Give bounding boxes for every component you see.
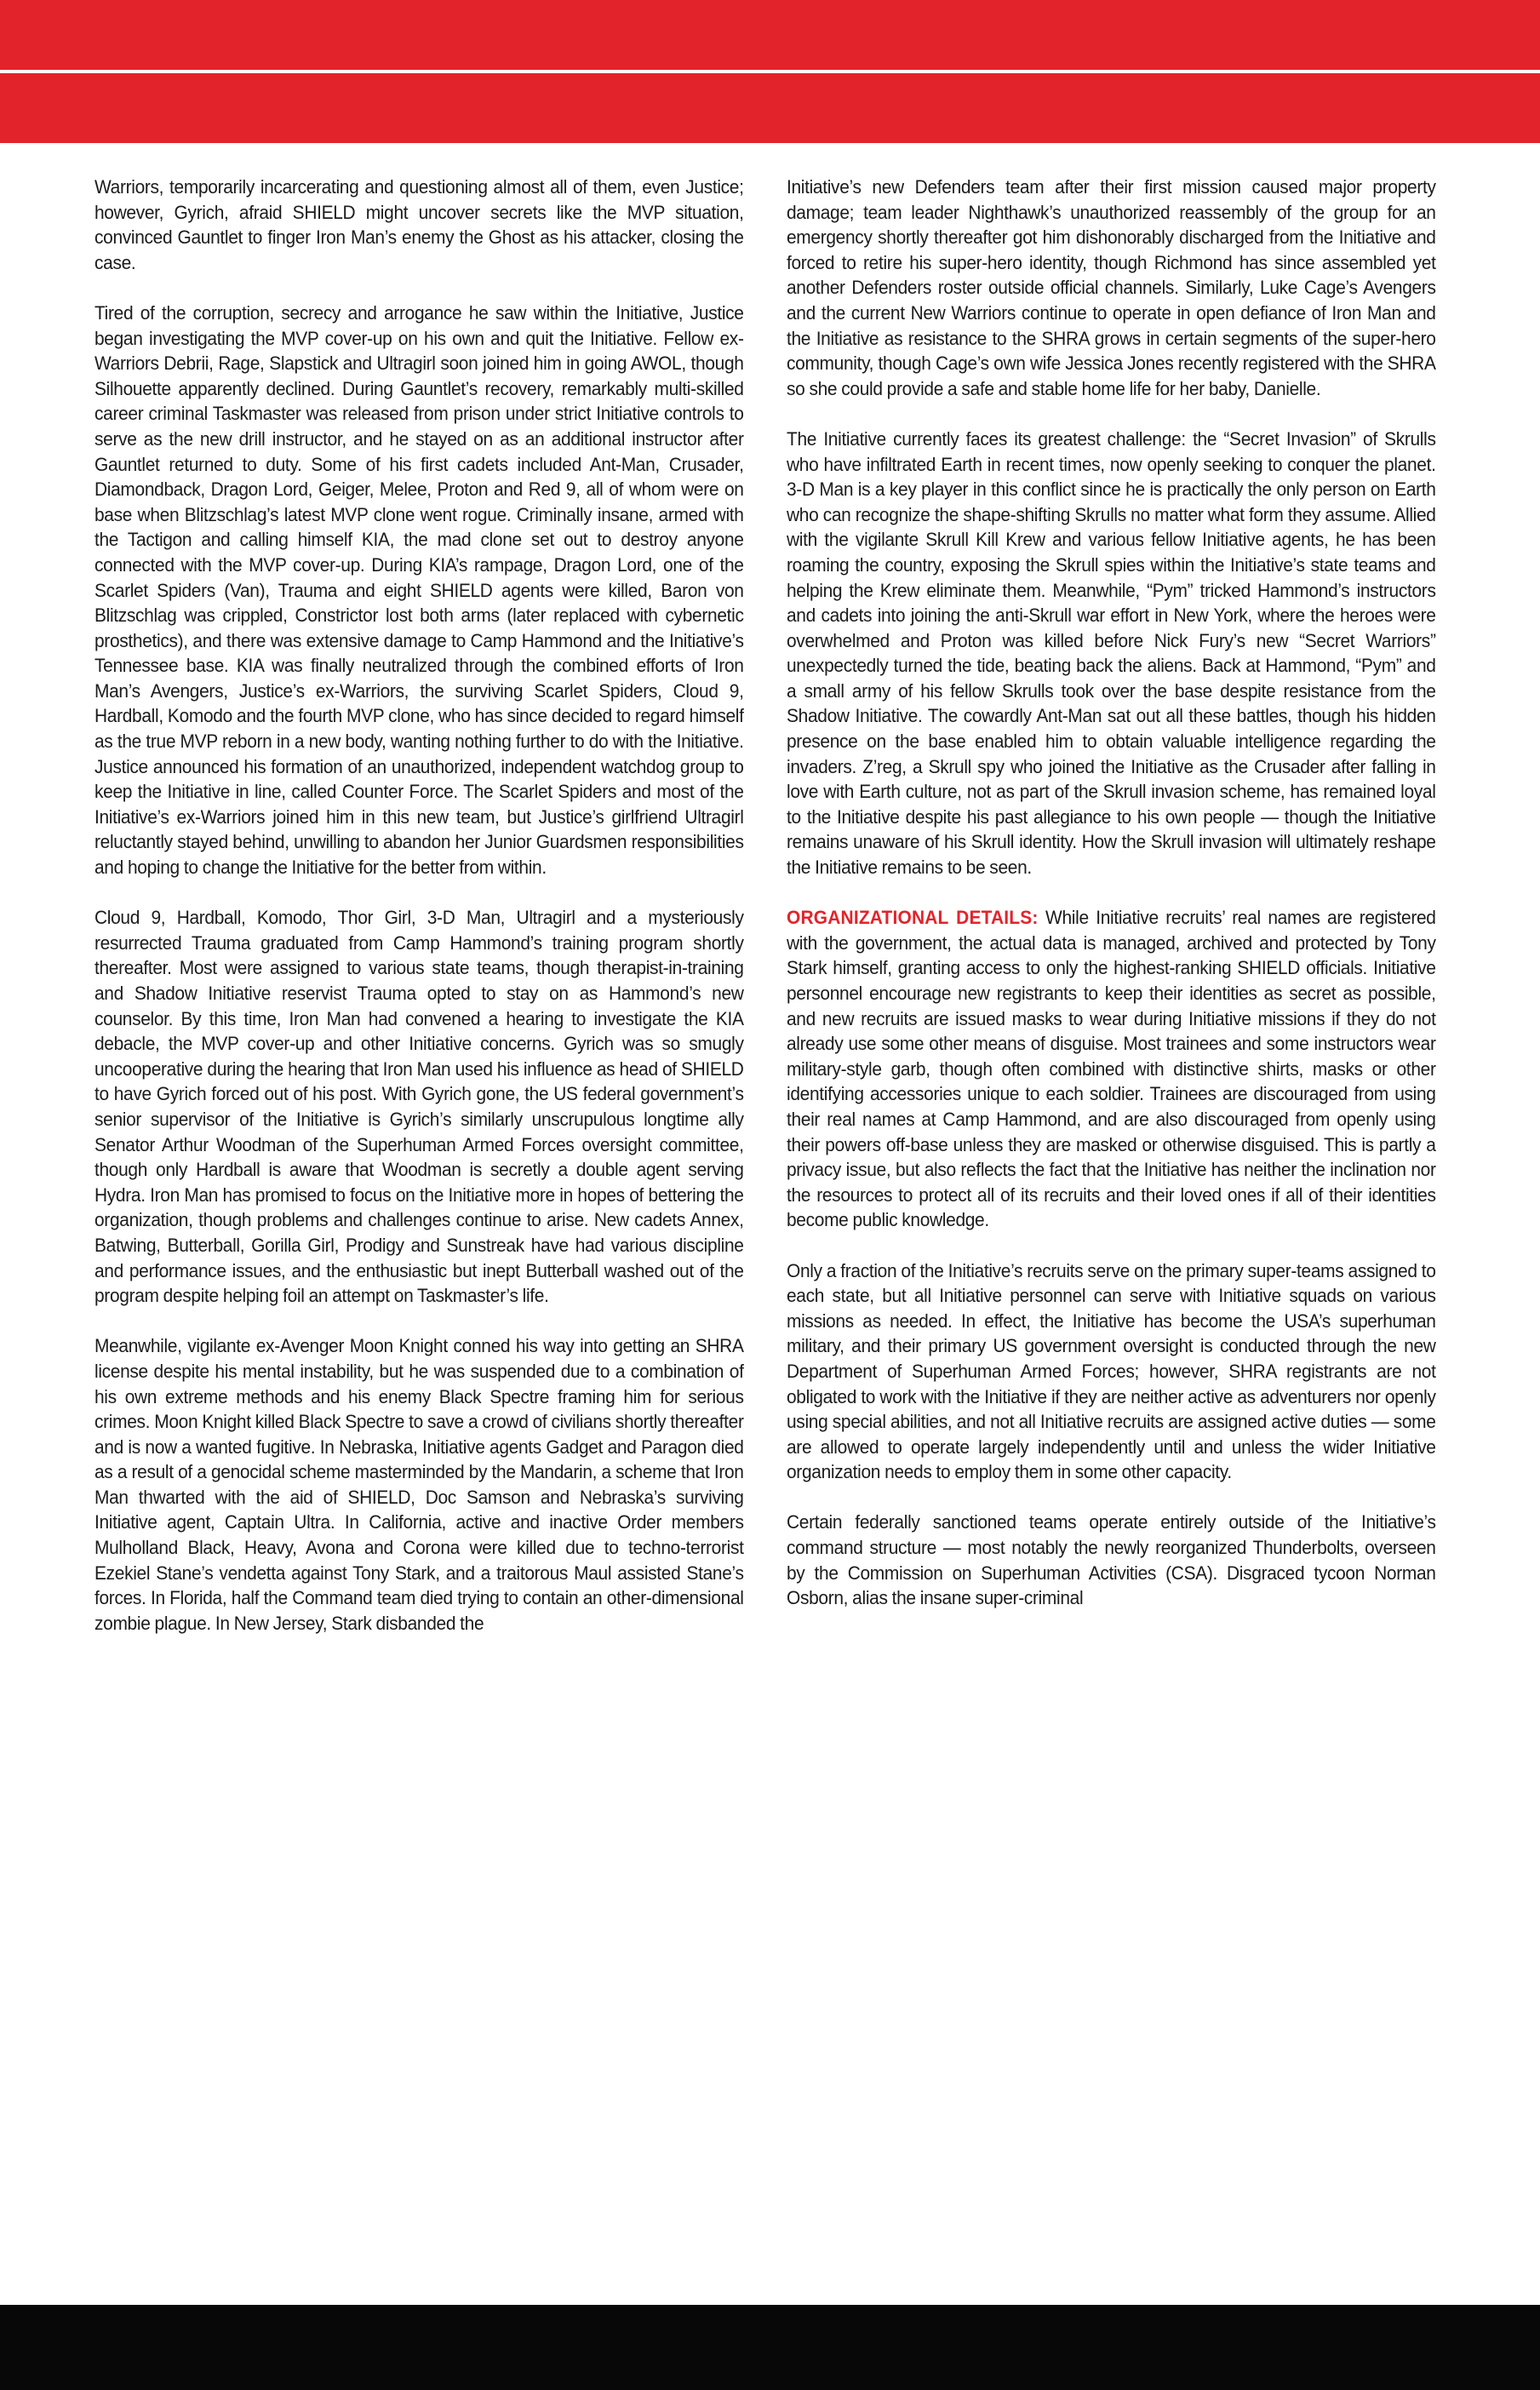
left-paragraph-2: Tired of the corruption, secrecy and arrogance he saw within the Initiative, Justice began investigating the MVP cover-up on his own and quit the Initiative. Fellow ex-Warriors Debrii, Rage, Slapstick and Ultragirl soon joined him in going AWOL, though Silhouette apparently declined. During Gauntlet’s recovery, remarkably multi-skilled career criminal Taskmaster was released from prison under strict Initiative controls to serve as the new drill instructor, and he stayed on as an additional instructor after Gauntlet returned to duty. Some of his first cadets included Ant-Man, Crusader, Diamondback, Dragon Lord, Geiger, Melee, Proton and Red 9, all of whom were on base when Blitzschlag’s latest MVP clone went rogue. Criminally insane, armed with the Tactigon and calling himself KIA, the mad clone set out to destroy anyone connected with the MVP cover-up. During KIA’s rampage, Dragon Lord, one of the Scarlet Spiders (Van), Trauma and eight SHIELD agents were killed, Baron von Blitzschlag was crippled, Constrictor lost both arms (later replaced with cybernetic prosthetics), and there was extensive damage to Camp Hammond and the Initiative’s Tennessee base. KIA was finally neutralized through the combined efforts of Iron Man’s Avengers, Justice’s ex-Warriors, the surviving Scarlet Spiders, Cloud 9, Hardball, Komodo and the fourth MVP clone, who has since decided to regard himself as the true MVP reborn in a new body, wanting nothing further to do with the Initiative. Justice announced his formation of an unauthorized, independent watchdog group to keep the Initiative in line, called Counter Force. The Scarlet Spiders and most of the Initiative’s ex-Warriors joined him in this new team, but Justice’s girlfriend Ultragirl reluctantly stayed behind, unwilling to abandon her Junior Guardsmen responsibilities and hoping to change the Initiative for the better from within.	[94, 301, 744, 879]
organizational-details-text: While Initiative recruits’ real names are registered with the government, the actual data is managed, archived and protected by Tony Stark himself, granting access to only the highest-ranking SHIELD officials. Initiative personnel encourage new registrants to keep their identities as secret as possible, and new recruits are issued masks to wear during Initiative missions if they do not already use some other means of disguise. Most trainees and some instructors wear military-style garb, though often combined with distinctive shirts, masks or other identifying accessories unique to each soldier. Trainees are discouraged from using their real names at Camp Hammond, and are also discouraged from openly using their powers off-base unless they are masked or otherwise disguised. This is partly a privacy issue, but also reflects the fact that the Initiative has neither the inclination nor the resources to protect all of its recruits and their loved ones if all of their identities become public knowledge.	[787, 907, 1436, 1231]
right-paragraph-2: The Initiative currently faces its greatest challenge: the “Secret Invasion” of Skrulls who have infiltrated Earth in recent times, now openly seeking to conquer the planet. 3-D Man is a key player in this conflict since he is practically the only person on Earth who can recognize the shape-shifting Skrulls no matter what form they assume. Allied with the vigilante Skrull Kill Krew and various fellow Initiative agents, he has been roaming the country, exposing the Skrull spies within the Initiative’s state teams and helping the Krew eliminate them. Meanwhile, “Pym” tricked Hammond’s instructors and cadets into joining the anti-Skrull war effort in New York, where the heroes were overwhelmed and Proton was killed before Nick Fury’s new “Secret Warriors” unexpectedly turned the tide, beating back the aliens. Back at Hammond, “Pym” and a small army of his fellow Skrulls took over the base despite resistance from the Shadow Initiative. The cowardly Ant-Man sat out all these battles, though his hidden presence on the base enabled him to obtain valuable intelligence regarding the invaders. Z’reg, a Skrull spy who joined the Initiative as the Crusader after falling in love with Earth culture, not as part of the Skrull invasion scheme, has remained loyal to the Initiative despite his past allegiance to his own people — though the Initiative remains unaware of his Skrull identity. How the Skrull invasion will ultimately reshape the Initiative remains to be seen.	[787, 427, 1436, 879]
left-paragraph-3: Cloud 9, Hardball, Komodo, Thor Girl, 3-D Man, Ultragirl and a mysteriously resurrected Trauma graduated from Camp Hammond’s training program shortly thereafter. Most were assigned to various state teams, though therapist-in-training and Shadow Initiative reservist Trauma opted to stay on as Hammond’s new counselor. By this time, Iron Man had convened a hearing to investigate the KIA debacle, the MVP cover-up and other Initiative concerns. Gyrich was so smugly uncooperative during the hearing that Iron Man used his influence as head of SHIELD to have Gyrich forced out of his post. With Gyrich gone, the US federal government’s senior supervisor of the Initiative is Gyrich’s similarly unscrupulous longtime ally Senator Arthur Woodman of the Superhuman Armed Forces oversight committee, though only Hardball is aware that Woodman is secretly a double agent serving Hydra. Iron Man has promised to focus on the Initiative more in hopes of bettering the organization, though problems and challenges continue to arise. New cadets Annex, Batwing, Butterball, Gorilla Girl, Prodigy and Sunstreak have had various discipline and performance issues, and the enthusiastic but inept Butterball washed out of the program despite helping foil an attempt on Taskmaster’s life.	[94, 907, 744, 1307]
right-column	[787, 175, 1436, 1636]
right-paragraph-4: Only a fraction of the Initiative’s recruits serve on the primary super-teams assigned to each state, but all Initiative personnel can serve with Initiative squads on various missions as needed. In effect, the Initiative has become the USA’s superhuman military, and their primary US government oversight is conducted through the new Department of Superhuman Armed Forces; however, SHRA registrants are not obligated to work with the Initiative if they are neither active as adventurers nor openly using special abilities, and not all Initiative recruits are assigned active duties — some are allowed to operate largely independently until and unless the wider Initiative organization needs to employ them in some other capacity.	[787, 1259, 1436, 1483]
left-column	[94, 175, 744, 1661]
footer-band	[0, 2305, 1540, 2390]
header-band	[0, 0, 1540, 143]
right-paragraph-3	[787, 905, 1436, 1233]
header-stripe	[0, 70, 1540, 73]
section-heading-organizational-details: ORGANIZATIONAL DETAILS:	[787, 907, 1039, 929]
right-paragraph-1: Initiative’s new Defenders team after their first mission caused major property damage; team leader Nighthawk’s unauthorized reassembly of the group for an emergency shortly thereafter got him dishonorably discharged from the Initiative and forced to retire his super-hero identity, though Richmond has since assembled yet another Defenders roster outside official channels. Similarly, Luke Cage’s Avengers and the current New Warriors continue to operate in open defiance of Iron Man and the Initiative as resistance to the SHRA grows in certain segments of the super-hero community, though Cage’s own wife Jessica Jones recently registered with the SHRA so she could provide a safe and stable home life for her baby, Danielle.	[787, 176, 1436, 399]
left-paragraph-4: Meanwhile, vigilante ex-Avenger Moon Knight conned his way into getting an SHRA license despite his mental instability, but he was suspended due to a combination of his own extreme methods and his enemy Black Spectre framing him for serious crimes. Moon Knight killed Black Spectre to save a crowd of civilians shortly thereafter and is now a wanted fugitive. In Nebraska, Initiative agents Gadget and Paragon died as a result of a genocidal scheme masterminded by the Mandarin, a scheme that Iron Man thwarted with the aid of SHIELD, Doc Samson and Nebraska’s surviving Initiative agent, Captain Ultra. In California, active and inactive Order members Mulholland Black, Heavy, Avona and Corona were killed due to techno-terrorist Ezekiel Stane’s vendetta against Tony Stark, and a traitorous Maul assisted Stane’s forces. In Florida, half the Command team died trying to contain an other-dimensional zombie plague. In New Jersey, Stark disbanded the	[94, 1335, 744, 1634]
left-paragraph-1: Warriors, temporarily incarcerating and questioning almost all of them, even Justice; however, Gyrich, afraid SHIELD might uncover secrets like the MVP situation, convinced Gauntlet to finger Iron Man’s enemy the Ghost as his attacker, closing the case.	[94, 176, 744, 273]
right-paragraph-5: Certain federally sanctioned teams operate entirely outside of the Initiative’s command structure — most notably the newly reorganized Thunderbolts, overseen by the Commission on Superhuman Activities (CSA). Disgraced tycoon Norman Osborn, alias the insane super-criminal	[787, 1511, 1436, 1609]
